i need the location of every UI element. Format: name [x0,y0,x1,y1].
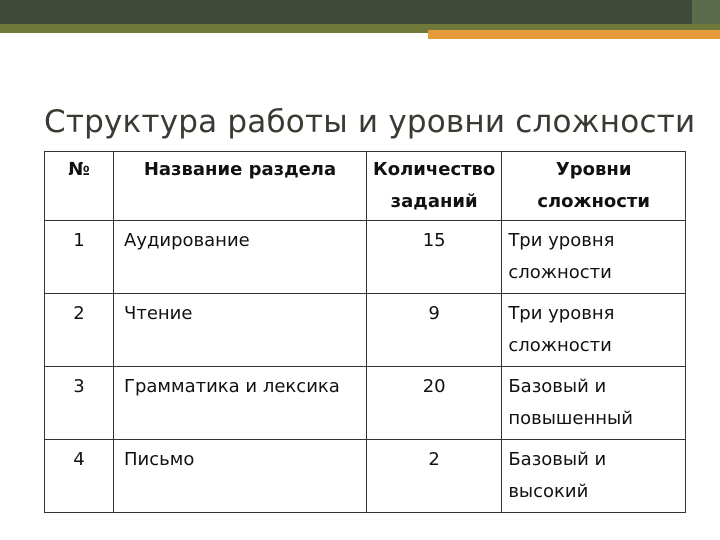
row-difficulty-level: Базовый и высокий [502,440,686,513]
slide-title: Структура работы и уровни сложности [44,104,696,140]
row-difficulty-level: Три уровня сложности [502,294,686,367]
top-decor-tab [692,0,720,24]
header-section-name: Название раздела [114,152,367,221]
table-row [45,367,686,440]
table-row [45,294,686,367]
row-task-count: 2 [367,440,502,513]
table-header-row [45,152,686,221]
row-section-name: Грамматика и лексика [114,367,367,440]
top-decor-band-dark [0,0,720,24]
row-section-name: Чтение [114,294,367,367]
row-number: 3 [45,367,114,440]
row-difficulty-level: Три уровня сложности [502,221,686,294]
row-number: 1 [45,221,114,294]
row-difficulty-level: Базовый и повышенный [502,367,686,440]
header-difficulty-levels: Уровни сложности [502,152,686,221]
row-task-count: 9 [367,294,502,367]
structure-table [44,151,686,513]
table-row [45,440,686,513]
header-number: № [45,152,114,221]
table-row [45,221,686,294]
row-number: 2 [45,294,114,367]
row-task-count: 15 [367,221,502,294]
row-section-name: Аудирование [114,221,367,294]
row-section-name: Письмо [114,440,367,513]
row-task-count: 20 [367,367,502,440]
top-decor-band-orange [428,30,720,39]
row-number: 4 [45,440,114,513]
header-task-count: Количество заданий [367,152,502,221]
